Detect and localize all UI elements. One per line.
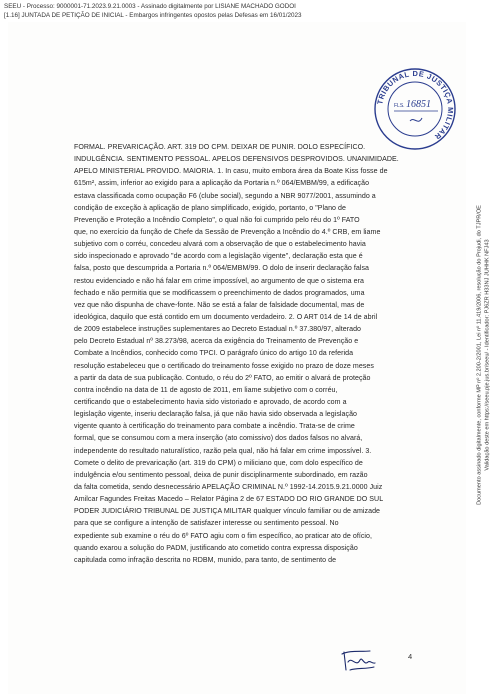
body-line: pelo Decreto Estadual nº 38.273/98, acerca da exigência do Treinamento de Prevenção e <box>74 338 359 346</box>
body-line: a partir da data de sua publicação. Contudo, o réu do 2º FATO, ao emitir o alvará de proteção <box>74 374 371 382</box>
body-text <box>74 142 418 567</box>
body-line: legislação vigente, inseriu declaração falsa, já que não havia sido observada a legislação <box>74 411 358 419</box>
side-stamp-line-1: Documento assinado digitalmente, conforme MP nº 2.200-2/2001, Lei nº 11.419/2006, resolução do Projudi, do TJPR/OE <box>476 205 483 505</box>
side-stamp-line-2: Validação deste em https://seeu.pje.jus.br/seeu/ - Identificador: PJ6ZR H33NJ JUHHK NFJ43 <box>484 239 490 471</box>
body-line: formal, que se consumou com a mera inserção (ato comissivo) dos dados falsos no alvará, <box>74 435 363 443</box>
handwritten-signature <box>340 648 378 674</box>
body-line: condição de exceção à aplicação de plano simplificado, exigido, portanto, o "Plano de <box>74 204 346 212</box>
body-line: APELO MINISTERIAL PROVIDO. MAIORIA. 1. In casu, muito embora área da Boate Kiss fosse de <box>74 168 388 176</box>
header-line-1: SEEU - Processo: 9000001-71.2023.9.21.0003 - Assinado digitalmente por LISIANE MACHADO GODOI <box>4 3 296 10</box>
seal-fls-number: 16851 <box>406 99 431 110</box>
court-seal-stamp <box>372 66 458 152</box>
body-line: Prevenção e Proteção a Incêndio Completo", o qual não foi cumprido pelo réu do 1º FATO <box>74 216 360 224</box>
body-line: 615m², assim, inferior ao exigido para a aplicação da Portaria n.º 064/EMBM/99, a edificação <box>74 180 370 188</box>
body-line: contra incêndio na data de 11 de agosto de 2011, em liame subjetivo com o corréu, <box>74 386 338 394</box>
body-line: vez que não dispunha de chave-fonte. Não se está a falar de falsidade documental, mas de <box>74 301 365 309</box>
body-line: para que se configure a intenção de satisfazer interesse ou sentimento pessoal. No <box>74 520 339 528</box>
body-line: FORMAL. PREVARICAÇÃO. ART. 319 DO CPM. DEIXAR DE PUNIR. DOLO ESPECÍFICO. <box>74 144 366 151</box>
body-line: da falta cometida, sendo desnecessário APELAÇÃO CRIMINAL N.º 1992-14.2015.9.21.0000 Juiz <box>74 483 383 491</box>
body-line: de 2009 estabelece instruções suplementares ao Decreto Estadual n.º 37.380/97, alterado <box>74 326 362 334</box>
body-line: Amilcar Fagundes Freitas Macedo – Relator Página 2 de 67 ESTADO DO RIO GRANDE DO SUL <box>74 496 384 504</box>
body-line: ideológica, daquilo que está contido em um documento verdadeiro. 2. O ART 014 de 14 de abril <box>74 313 378 321</box>
body-line: restou evidenciado e não há falar em crime impossível, ao argumento de que o sistema era <box>74 277 364 285</box>
body-line: independente do resultado naturalístico, razão pela qual, não há falar em crime impossível. 3. <box>74 447 372 455</box>
body-line: Comete o delito de prevaricação (art. 319 do CPM) o miliciano que, com dolo específico de <box>74 459 363 467</box>
body-line: estava classificada como ocupação F6 (clube social), segundo a NBR 9077/2001, assumindo a <box>74 192 376 200</box>
body-line: capitulada como infração descrita no RDBM, munido, para tanto, de sentimento de <box>74 556 337 564</box>
body-line: resolução estabeleceu que o certificado do treinamento fosse exigido no prazo de doze meses <box>74 362 374 370</box>
body-line: PODER JUDICIÁRIO TRIBUNAL DE JUSTIÇA MILITAR qualquer vínculo familiar ou de amizade <box>74 508 381 516</box>
body-line: quando exarou a solução do PADM, justificando ato cometido contra expressa disposição <box>74 544 358 552</box>
body-line: que, no exercício da função de Chefe da Sessão de Prevenção a Incêndio do 4.º CRB, em liame <box>74 228 381 236</box>
header-line-2: [1.16] JUNTADA DE PETIÇÃO DE INICIAL - Embargos infringentes opostos pelas Defesas em 16/01/2023 <box>4 11 302 19</box>
body-line: certificando que o estabelecimento havia sido vistoriado e aprovado, de acordo com a <box>74 398 347 406</box>
body-line: indulgência e/ou sentimento pessoal, deixa de punir disciplinarmente subordinado, em razão <box>74 471 368 479</box>
seal-ring-text: TRIBUNAL DE JUSTIÇA MILITAR <box>375 68 456 142</box>
body-line: Combate a Incêndios, conhecido como TPCI. O parágrafo único do artigo 10 da referida <box>74 350 354 358</box>
seal-fls-label: FLS. <box>394 103 405 109</box>
body-line: vigente quanto à certificação do treinamento para combate a incêndio. Trata-se de crime <box>74 423 355 431</box>
body-line: sido inspecionado e aprovado "de acordo com a legislação vigente", declaração esta que é <box>74 253 363 261</box>
body-line: subjetivo com o corréu, concedeu alvará com a observação de que o estabelecimento havia <box>74 241 366 249</box>
document-header <box>4 3 404 20</box>
body-line: expediente sub examine o réu do 6º FATO agiu com o fim específico, ao praticar ato de ofício, <box>74 532 373 540</box>
digital-signature-stamp <box>471 120 495 590</box>
body-line: fechado e não permitia que se modificassem o preenchimento de dados programados, uma <box>74 289 365 297</box>
body-line: falsa, posto que descumprida a Portaria n.º 064/EMBM/99. O dolo de inserir declaração falsa <box>74 265 370 273</box>
body-line: INDULGÊNCIA. SENTIMENTO PESSOAL. APELOS DEFENSIVOS DESPROVIDOS. UNANIMIDADE. <box>74 156 399 164</box>
page-number: 4 <box>408 652 413 661</box>
